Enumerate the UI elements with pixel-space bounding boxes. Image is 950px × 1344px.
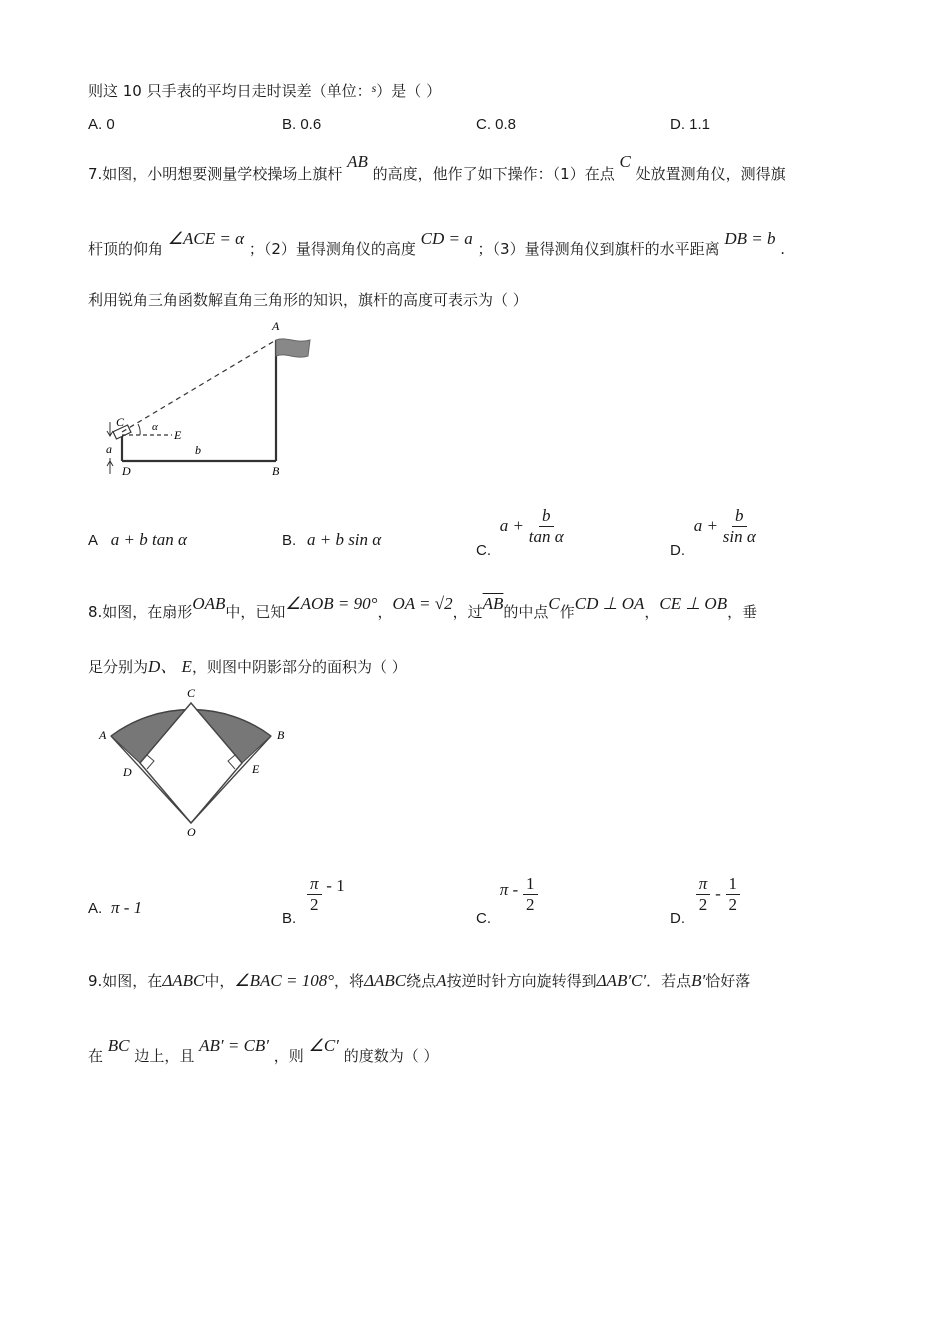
q8-option-c-label: C. (476, 910, 491, 927)
q7-math-angle: ∠ACE = α (167, 229, 245, 248)
q9-text: ．若点 (646, 972, 692, 990)
q7-text: . (780, 240, 786, 258)
q7-text: 的高度，他作了如下操作：（1）在点 (372, 165, 615, 183)
q7-var-c: C (619, 152, 631, 171)
q8-option-d-fraction-2 (726, 874, 741, 915)
q8-stem-line2 (88, 652, 407, 677)
q7-flag (276, 339, 310, 357)
q8-math: ∠AOB = 90° (285, 594, 378, 613)
q9-text: 恰好落 (705, 972, 751, 990)
q7-option-c-fraction (529, 506, 564, 547)
q9-math: A (436, 971, 447, 990)
q8-math: CE ⊥ OB (659, 594, 728, 613)
q8-math: C (548, 594, 560, 613)
q7-math-cd: CD = a (420, 229, 473, 248)
q8-option-c-fraction (523, 874, 538, 915)
q9-text: 的度数为（ ） (343, 1047, 439, 1065)
q9-math: ΔAB′C′ (596, 971, 647, 990)
q7-option-c[interactable] (476, 506, 564, 559)
q7-text: 7.如图，小明想要测量学校操场上旗杆 (88, 165, 343, 183)
q8-option-c[interactable] (476, 874, 538, 927)
q6-option-d[interactable]: D. 1.1 (670, 116, 711, 133)
q7-option-d-den: sin α (722, 527, 756, 546)
q8-text: ，过 (452, 603, 483, 621)
q7-text: 杆顶的仰角 (88, 240, 164, 258)
q8-option-a-label: A. (88, 900, 103, 917)
q8-text: 8.如图，在扇形 (88, 603, 193, 621)
q6-option-c[interactable]: C. 0.8 (476, 116, 517, 133)
q8-option-c-pre: π - (499, 880, 519, 899)
q8-option-d[interactable] (670, 874, 740, 927)
q8-label-a: A (99, 728, 107, 742)
q9-text: 绕点 (406, 972, 437, 990)
q9-math: ΔABC (364, 971, 407, 990)
q7-sight-line (122, 340, 276, 432)
q6-option-a[interactable]: A. 0 (88, 116, 115, 133)
q8-label-e: E (252, 762, 260, 776)
q9-text: 在 (88, 1047, 104, 1065)
q8-text: 足分别为 (88, 658, 149, 676)
q8-text: ，垂 (727, 603, 758, 621)
q7-text: 处放置测角仪，测得旗 (635, 165, 786, 183)
q9-stem-line2 (88, 1036, 439, 1066)
q7-option-c-den: tan α (528, 527, 564, 546)
q9-text: ，则 (273, 1047, 304, 1065)
q8-option-a[interactable] (88, 898, 142, 918)
q8-option-d-den1: 2 (698, 895, 708, 914)
q7-option-b-label: B. (282, 532, 297, 549)
q7-label-side-a: a (106, 442, 112, 456)
q6-stem-text: 则这 10 只手表的平均日走时误差（单位： (88, 82, 372, 100)
q8-label-o: O (187, 825, 196, 839)
q7-label-d: D (122, 464, 131, 478)
q9-stem-line1 (88, 970, 750, 991)
q8-option-c-num: 1 (523, 874, 538, 895)
q9-math: ∠BAC = 108° (234, 971, 335, 990)
q8-math: OAB (192, 594, 226, 613)
q7-option-d-num: b (732, 506, 747, 527)
q9-math: BC (107, 1036, 130, 1055)
q8-option-d-minus: - (715, 884, 721, 903)
q8-option-c-den: 2 (526, 895, 535, 914)
q7-angle-arc (138, 424, 140, 435)
q7-option-c-a: a + (499, 516, 525, 535)
q8-math-arc: $\overline{AB}$ (482, 594, 504, 613)
q6-stem-tail: ）是（ ） (376, 82, 442, 100)
q7-stem-line3: 利用锐角三角函数解直角三角形的知识，旗杆的高度可表示为（ ） (88, 291, 528, 309)
q9-math: ∠C′ (308, 1036, 339, 1055)
q8-option-b-fraction (307, 874, 322, 915)
q6-unit: s (371, 81, 377, 95)
q8-text: ， (644, 603, 660, 621)
q9-math: ΔABC (162, 971, 205, 990)
q8-label-d: D (123, 765, 132, 779)
q7-option-d-label: D. (670, 542, 685, 559)
q7-option-c-num: b (539, 506, 554, 527)
q8-text: ， (377, 603, 393, 621)
q7-stem-line1 (88, 152, 786, 184)
q9-text: 9.如图，在 (88, 972, 163, 990)
q8-option-a-expr: π - 1 (110, 898, 143, 917)
q9-math: B′ (691, 971, 706, 990)
q8-option-d-label: D. (670, 910, 685, 927)
q8-option-b-num: π (307, 874, 322, 895)
q6-stem (88, 80, 441, 101)
q7-option-a[interactable] (88, 530, 187, 550)
q7-text: ；（3）量得测角仪到旗杆的水平距离 (477, 240, 720, 258)
q7-figure (100, 318, 325, 483)
q7-label-b: B (272, 464, 280, 478)
q7-option-b[interactable] (282, 530, 381, 550)
q8-option-b-label: B. (282, 910, 297, 927)
q8-option-b-tail: - 1 (326, 876, 345, 895)
q7-var-ab: AB (347, 152, 368, 171)
q7-label-side-b: b (195, 443, 201, 457)
q8-option-b-den: 2 (309, 895, 319, 914)
q8-option-d-num1: π (696, 874, 711, 895)
q8-option-b[interactable] (282, 874, 345, 927)
q8-figure (95, 685, 295, 840)
q7-option-a-label: A (88, 532, 99, 549)
q7-option-d-fraction (723, 506, 756, 547)
q6-option-b[interactable]: B. 0.6 (282, 116, 322, 133)
q8-option-d-den2: 2 (728, 895, 738, 914)
q8-math: CD ⊥ OA (574, 594, 645, 613)
q7-label-alpha: α (152, 421, 158, 433)
q8-text: ，则图中阴影部分的面积为（ ） (191, 658, 407, 676)
q9-text: 边上，且 (134, 1047, 195, 1065)
q8-option-d-fraction-1 (696, 874, 711, 915)
q9-math: AB′ = CB′ (199, 1036, 270, 1055)
q9-text: 中， (204, 972, 235, 990)
q7-option-b-expr: a + b sin α (306, 530, 382, 549)
q7-option-d-a: a + (693, 516, 719, 535)
q7-label-a: A (272, 319, 280, 333)
q7-math-db: DB = b (724, 229, 776, 248)
q7-option-c-label: C. (476, 542, 491, 559)
q8-text: 中，已知 (225, 603, 286, 621)
q7-label-e: E (174, 428, 182, 442)
q8-option-d-num2: 1 (726, 874, 741, 895)
q8-stem-line1 (88, 594, 758, 622)
q9-text: ，将 (334, 972, 365, 990)
q8-text: 的中点 (503, 603, 549, 621)
q7-stem-line2 (88, 229, 786, 259)
q8-math: D、 E (148, 657, 192, 676)
q7-text: ；（2）量得测角仪的高度 (248, 240, 416, 258)
q9-text: 按逆时针方向旋转得到 (446, 972, 597, 990)
q7-option-d[interactable] (670, 506, 756, 559)
q8-label-c: C (187, 686, 196, 700)
q7-label-c: C (116, 415, 125, 429)
q7-option-a-expr: a + b tan α (110, 530, 187, 549)
q8-label-b: B (277, 728, 285, 742)
q8-math: OA = √2 (392, 594, 453, 613)
q8-text: 作 (559, 603, 575, 621)
